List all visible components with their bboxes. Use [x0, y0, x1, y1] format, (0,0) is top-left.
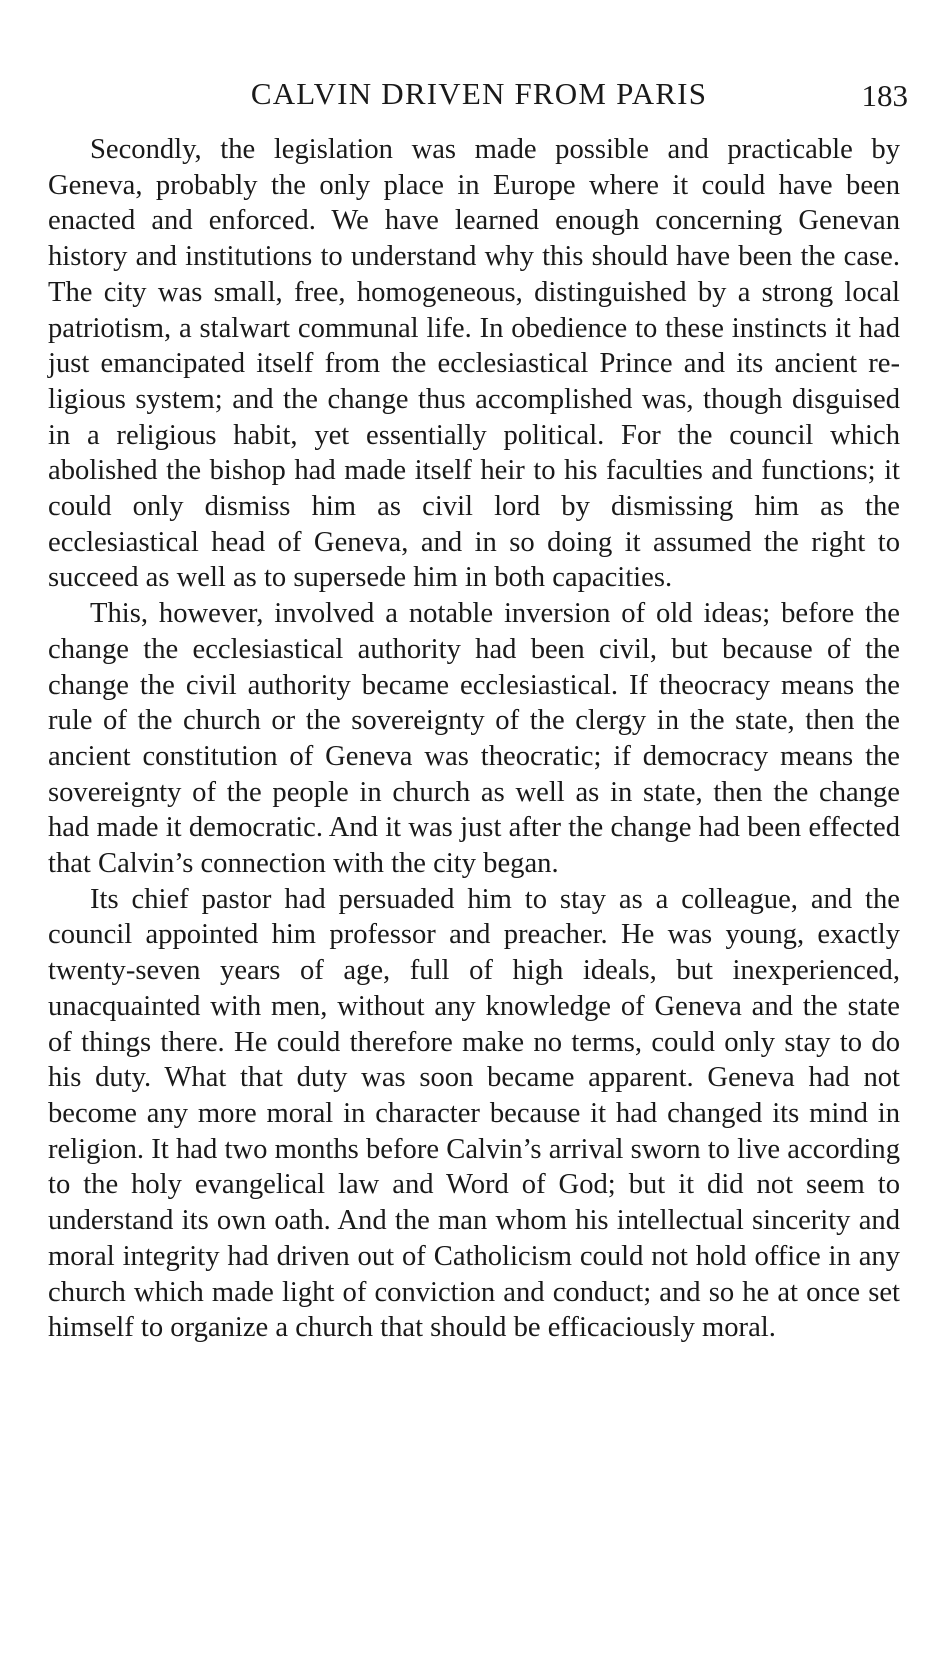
running-title: CALVIN DRIVEN FROM PARIS [250, 76, 708, 111]
paragraph-inversion: This, however, involved a notable inversion of old ideas; before the change the ecclesiastical authority had been civil, but because of the change the civil authority became ecclesiastical. If theocracy means the rule of the church or the sovereignty of the clergy in the state, then the ancient constitution of Geneva was theocratic; if democracy means the sovereignty of the people in church as well as in state, then the change had made it democratic. And it was just after the change had been effected that Calvin’s connection with the city began. [48, 598, 900, 880]
paragraph-legislation: Secondly, the legislation was made possible and practicable by Geneva, probably the only place in Europe where it could have been enacted and enforced. We have learned enough concerning Genevan history and institutions to understand why this should have been the case. The city was small, free, homogeneous, distinguished by a strong local patriotism, a stalwart communal life. In obedience to these instincts it had just emancipated itself from the ecclesiastical Prince and its ancient religious system; and the change thus accomplished was, though disguised in a religious habit, yet essentially political. For the council which abolished the bishop had made itself heir to his faculties and functions; it could only dismiss him as civil lord by dismissing him as the ecclesiastical head of Geneva, and in so doing it assumed the right to succeed as well as to supersede him in both capacities. [48, 134, 900, 594]
page-number: 183 [861, 78, 908, 113]
running-head [48, 74, 908, 118]
paragraph-calvin-arrival: Its chief pastor had persuaded him to stay as a colleague, and the council appointed him professor and preacher. He was young, exactly twenty-seven years of age, full of high ideals, but inexperienced, unacquainted with men, without any knowledge of Geneva and the state of things there. He could therefore make no terms, could only stay to do his duty. What that duty was soon became apparent. Geneva had not become any more moral in character because it had changed its mind in religion. It had two months before Calvin’s arrival sworn to live according to the holy evangelical law and Word of God; but it did not seem to understand its own oath. And the man whom his intellectual sincerity and moral integrity had driven out of Catholicism could not hold office in any church which made light of conviction and conduct; and so he at once set himself to organize a church that should be efficaciously moral. [48, 883, 900, 1344]
body-text [48, 132, 900, 1346]
